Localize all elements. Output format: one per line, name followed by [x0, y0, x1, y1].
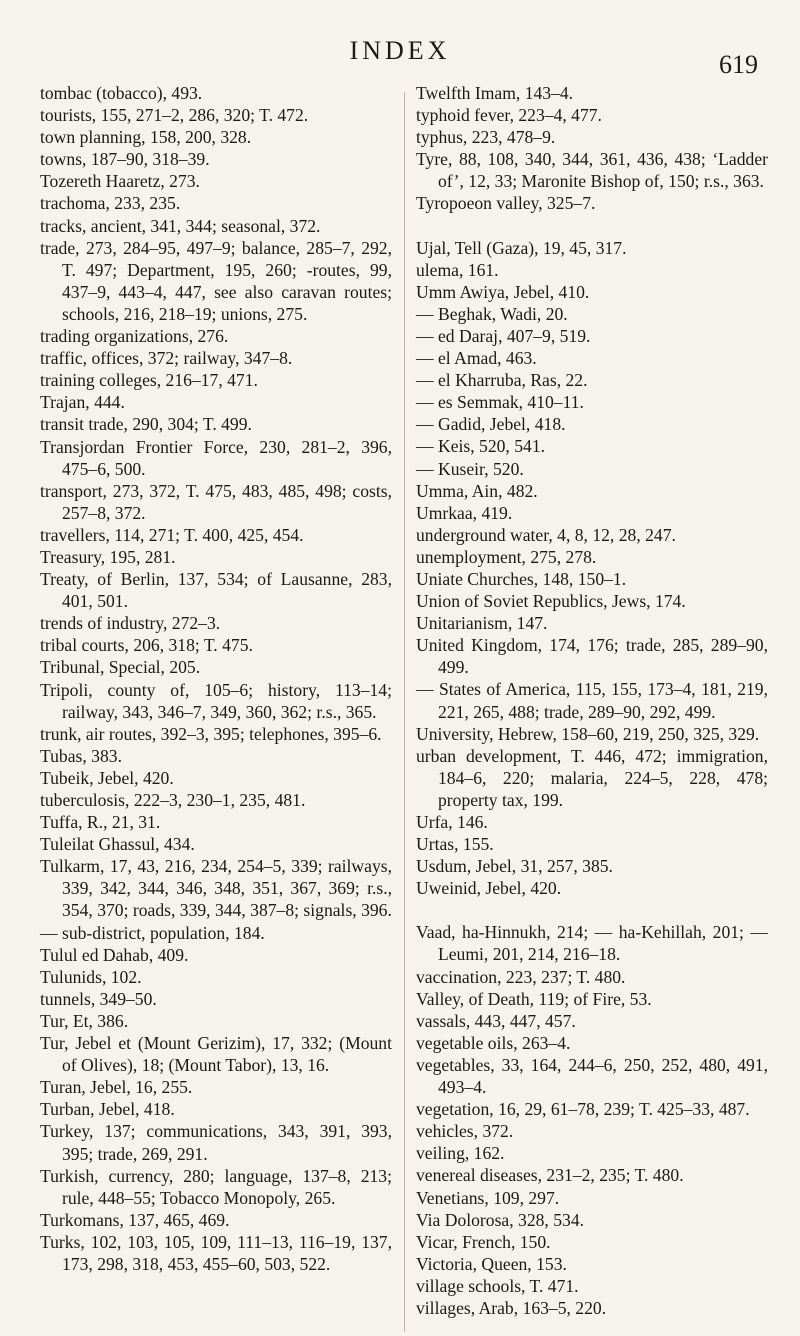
index-entry: Venetians, 109, 297.	[416, 1187, 560, 1208]
index-entry: tribal courts, 206, 318; T. 475.	[40, 635, 253, 656]
index-entry: vehicles, 372.	[416, 1121, 514, 1142]
index-entry: Umrkaa, 419.	[416, 502, 513, 523]
index-entry: villages, Arab, 163–5, 220.	[416, 1297, 607, 1318]
index-entry: Turkish, currency, 280; language, 137–8, 213; rule, 448–55; Tobacco Monopoly, 265.	[40, 1165, 392, 1208]
index-entry: village schools, T. 471.	[416, 1275, 579, 1296]
index-entry: — sub-district, population, 184.	[40, 922, 265, 943]
index-entry: ulema, 161.	[416, 259, 499, 280]
index-entry: Tubas, 383.	[40, 745, 122, 766]
index-entry: Treaty, of Berlin, 137, 534; of Lausanne, 283, 401, 501.	[40, 569, 392, 612]
index-entry: Tripoli, county of, 105–6; history, 113–14; railway, 343, 346–7, 349, 360, 362; r.s., 365.	[40, 679, 392, 722]
index-entry: — States of America, 115, 155, 173–4, 181, 219, 221, 265, 488; trade, 289–90, 292, 499.	[416, 679, 768, 722]
page-title: INDEX	[349, 36, 451, 65]
index-entry: transport, 273, 372, T. 475, 483, 485, 498; costs, 257–8, 372.	[40, 480, 392, 523]
index-entry: vegetation, 16, 29, 61–78, 239; T. 425–33, 487.	[416, 1099, 750, 1120]
index-entry: Uweinid, Jebel, 420.	[416, 878, 562, 899]
index-entry: Umma, Ain, 482.	[416, 480, 538, 501]
index-entry: venereal diseases, 231–2, 235; T. 480.	[416, 1165, 684, 1186]
index-column-right	[416, 82, 768, 1319]
index-entry: trunk, air routes, 392–3, 395; telephones, 395–6.	[40, 723, 382, 744]
index-entry: Tuleilat Ghassul, 434.	[40, 834, 195, 855]
index-entry: towns, 187–90, 318–39.	[40, 149, 210, 170]
index-entry: tourists, 155, 271–2, 286, 320; T. 472.	[40, 105, 309, 126]
index-entry: Vicar, French, 150.	[416, 1231, 551, 1252]
index-entry: tuberculosis, 222–3, 230–1, 235, 481.	[40, 790, 306, 810]
index-entry: Trajan, 444.	[40, 392, 125, 413]
index-entry: — Keis, 520, 541.	[416, 436, 546, 457]
index-entry: Umm Awiya, Jebel, 410.	[416, 281, 590, 302]
index-entry: Tulul ed Dahab, 409.	[40, 944, 189, 965]
index-column-left	[40, 82, 392, 1275]
index-entry: Tuffa, R., 21, 31.	[40, 812, 161, 833]
index-entry: underground water, 4, 8, 12, 28, 247.	[416, 524, 676, 545]
index-entry: typhoid fever, 223–4, 477.	[416, 105, 602, 126]
index-entry: Turkomans, 137, 465, 469.	[40, 1209, 230, 1230]
index-entry: Tribunal, Special, 205.	[40, 657, 201, 678]
index-entry: tunnels, 349–50.	[40, 988, 157, 1009]
index-entry: Ujal, Tell (Gaza), 19, 45, 317.	[416, 237, 627, 258]
index-entry: Vaad, ha-Hinnukh, 214; — ha-Kehillah, 201; — Leumi, 201, 214, 216–18.	[416, 922, 768, 965]
index-entry: Tozereth Haaretz, 273.	[40, 171, 200, 192]
index-entry: — el Kharruba, Ras, 22.	[416, 370, 588, 391]
index-entry: Turan, Jebel, 16, 255.	[40, 1077, 193, 1098]
index-entry: United Kingdom, 174, 176; trade, 285, 289–90, 499.	[416, 635, 768, 678]
index-entry: Transjordan Frontier Force, 230, 281–2, 396, 475–6, 500.	[40, 436, 392, 479]
index-entry: — Gadid, Jebel, 418.	[416, 414, 566, 435]
index-entry: — es Semmak, 410–11.	[416, 392, 584, 413]
index-entry: trends of industry, 272–3.	[40, 613, 221, 634]
index-entry: Tur, Et, 386.	[40, 1010, 129, 1031]
index-entry: — Kuseir, 520.	[416, 458, 524, 479]
index-entry: training colleges, 216–17, 471.	[40, 370, 258, 391]
index-entry: traffic, offices, 372; railway, 347–8.	[40, 348, 293, 369]
page-header	[0, 30, 800, 79]
index-entry: vassals, 443, 447, 457.	[416, 1010, 576, 1031]
index-entry: Treasury, 195, 281.	[40, 546, 176, 567]
index-entry: University, Hebrew, 158–60, 219, 250, 325, 329.	[416, 723, 760, 744]
index-entry: town planning, 158, 200, 328.	[40, 127, 252, 148]
index-entry: Uniate Churches, 148, 150–1.	[416, 568, 627, 589]
index-entry: — ed Daraj, 407–9, 519.	[416, 325, 591, 346]
index-entry: trachoma, 233, 235.	[40, 193, 181, 214]
index-entry: Unitarianism, 147.	[416, 613, 548, 634]
index-entry: travellers, 114, 271; T. 400, 425, 454.	[40, 524, 304, 545]
index-entry: typhus, 223, 478–9.	[416, 127, 556, 148]
index-entry: vegetables, 33, 164, 244–6, 250, 252, 480, 491, 493–4.	[416, 1054, 768, 1098]
index-entry: tracks, ancient, 341, 344; seasonal, 372.	[40, 215, 321, 236]
index-entry: Victoria, Queen, 153.	[416, 1253, 567, 1274]
index-entry: — el Amad, 463.	[416, 348, 537, 369]
index-entry: Valley, of Death, 119; of Fire, 53.	[416, 988, 652, 1009]
index-entry: Usdum, Jebel, 31, 257, 385.	[416, 856, 613, 877]
index-entry: unemployment, 275, 278.	[416, 546, 597, 567]
index-entry: vegetable oils, 263–4.	[416, 1032, 571, 1053]
index-entry: transit trade, 290, 304; T. 499.	[40, 414, 252, 435]
index-entry: Tulunids, 102.	[40, 966, 142, 987]
index-entry: trading organizations, 276.	[40, 326, 229, 347]
index-entry: Tubeik, Jebel, 420.	[40, 767, 174, 788]
index-entry: Tulkarm, 17, 43, 216, 234, 254–5, 339; railways, 339, 342, 344, 346, 348, 351, 367, 369; r.s., 354, 370; roads, 339, 344, 387–8; signals, 396.	[40, 856, 392, 921]
index-entry: Tur, Jebel et (Mount Gerizim), 17, 332; (Mount of Olives), 18; (Mount Tabor), 13, 16.	[40, 1033, 392, 1076]
index-entry: Tyropoeon valley, 325–7.	[416, 193, 596, 214]
page-number: 619	[719, 50, 758, 79]
index-entry: trade, 273, 284–95, 497–9; balance, 285–7, 292, T. 497; Department, 195, 260; -routes, 99, 437–9, 443–4, 447, see also caravan routes; schools, 216, 218–19; unions, 275.	[40, 237, 392, 324]
index-entry: Tyre, 88, 108, 340, 344, 361, 436, 438; ‘Ladder of’, 12, 33; Maronite Bishop of, 150; r.s., 363.	[416, 149, 768, 192]
index-entry: urban development, T. 446, 472; immigration, 184–6, 220; malaria, 224–5, 228, 478; property tax, 199.	[416, 745, 768, 810]
index-entry: Turks, 102, 103, 105, 109, 111–13, 116–19, 137, 173, 298, 318, 453, 455–60, 503, 522.	[40, 1231, 392, 1274]
index-entry: Turban, Jebel, 418.	[40, 1099, 175, 1120]
index-entry: vaccination, 223, 237; T. 480.	[416, 966, 626, 987]
index-entry: tombac (tobacco), 493.	[40, 83, 203, 103]
index-entry: Urfa, 146.	[416, 812, 488, 832]
index-entry: Urtas, 155.	[416, 834, 494, 855]
column-divider	[404, 92, 405, 1332]
index-entry: veiling, 162.	[416, 1143, 505, 1164]
index-entry: Union of Soviet Republics, Jews, 174.	[416, 591, 686, 612]
index-entry: Via Dolorosa, 328, 534.	[416, 1209, 585, 1230]
index-entry: Twelfth Imam, 143–4.	[416, 83, 574, 103]
index-entry: — Beghak, Wadi, 20.	[416, 303, 568, 324]
index-entry: Turkey, 137; communications, 343, 391, 393, 395; trade, 269, 291.	[40, 1121, 392, 1164]
